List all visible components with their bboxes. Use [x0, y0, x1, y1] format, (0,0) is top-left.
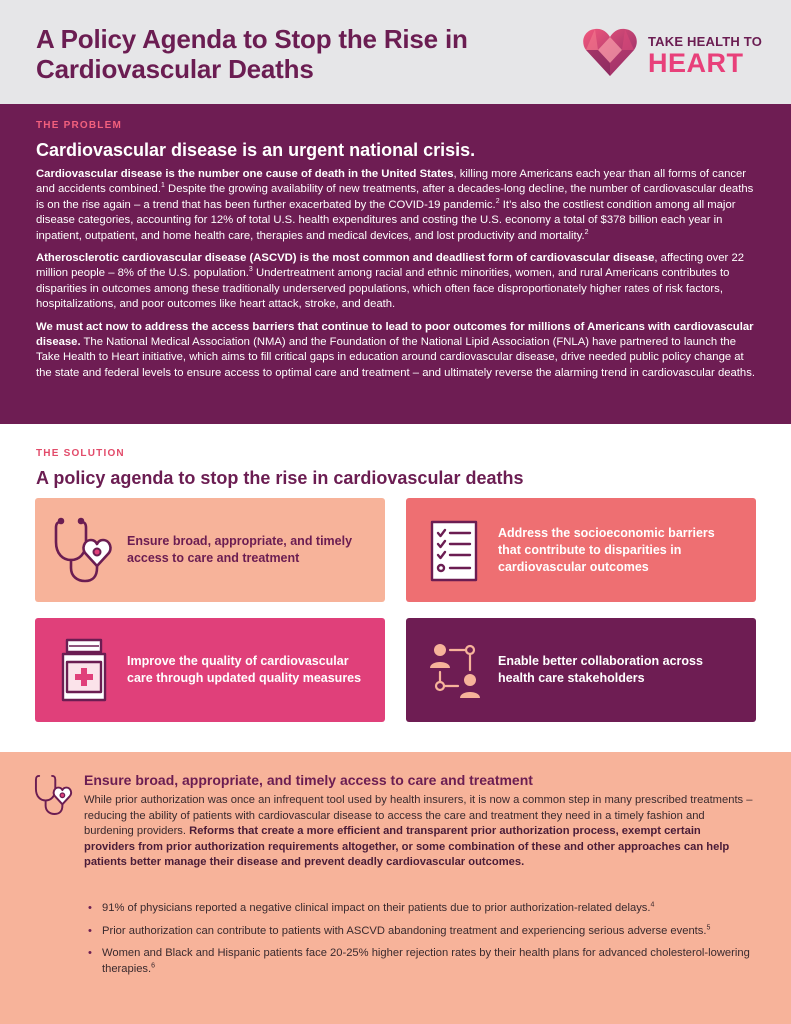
- problem-p1-text-c: It’s also the costliest condition among all major disease categories, accounting for 12% of total U.S. health expenditures and costing the U.S. economy a total of $378 billion each year in inpatient, outpatient, and home health care, therapies and medical devices, and lost productivity and mortality.: [36, 198, 736, 242]
- footnote-ref: 3: [248, 266, 253, 274]
- problem-p3-bold: We must act now to address the access barriers that continue to lead to poor outcomes for millions of Americans with cardiovascular disease.: [36, 320, 754, 349]
- solution-heading: A policy agenda to stop the rise in cardiovascular deaths: [36, 468, 524, 488]
- detail-bullet-list: [84, 901, 754, 984]
- problem-p2-bold: Atherosclerotic cardiovascular disease (ASCVD) is the most common and deadliest form of cardiovascular disease: [36, 252, 655, 265]
- bullet-text: Prior authorization can contribute to patients with ASCVD abandoning treatment and experiencing serious adverse events.: [102, 924, 707, 937]
- list-item: [84, 924, 754, 940]
- connected-people-icon: [424, 634, 486, 706]
- solution-card-text: Ensure broad, appropriate, and timely access to care and treatment: [127, 534, 353, 565]
- solution-card-quality: [35, 618, 385, 722]
- problem-eyebrow: THE PROBLEM: [36, 120, 122, 131]
- solution-card-access: [35, 498, 385, 602]
- stethoscope-heart-icon: [53, 514, 115, 586]
- header: [0, 0, 791, 104]
- solution-section: [0, 424, 791, 752]
- footnote-ref: 4: [650, 901, 655, 909]
- page-title: A Policy Agenda to Stop the Rise in Cardiovascular Deaths: [36, 24, 468, 84]
- footnote-ref: 2: [495, 198, 500, 206]
- solution-card-collaboration: [406, 618, 756, 722]
- medicine-bottle-icon: [53, 634, 115, 706]
- problem-paragraph-1: [36, 167, 755, 244]
- logo-tagline: TAKE HEALTH TO: [648, 34, 763, 49]
- checklist-icon: [424, 514, 486, 586]
- problem-p1-text-b: Despite the growing availability of new treatments, after a decades-long decline, the number of cardiovascular deaths is on the rise again – a trend that has been further exacerbated by the COVID-19 pandemic.: [36, 183, 754, 211]
- detail-paragraph: [84, 793, 754, 871]
- solution-card-text: Address the socioeconomic barriers that contribute to disparities in cardiovascular outcomes: [498, 525, 715, 574]
- footnote-ref: 6: [151, 962, 156, 970]
- problem-p2-text-a: , affecting over 22 million people – 8% of the U.S. population.: [36, 252, 745, 280]
- bullet-text: 91% of physicians reported a negative clinical impact on their patients due to prior authorization-related delays.: [102, 902, 651, 914]
- solution-eyebrow: THE SOLUTION: [36, 448, 125, 459]
- problem-p1-bold: Cardiovascular disease is the number one cause of death in the United States: [36, 168, 454, 180]
- access-detail-section: [0, 752, 791, 1024]
- detail-text: While prior authorization was once an infrequent tool used by health insurers, it is now a common step in many prescribed treatments – reducing the ability of patients with cardiovascular disease to access the care and treatment they need in a timely fashion and burdening providers.: [84, 794, 753, 838]
- solution-card-text: Enable better collaboration across health care stakeholders: [498, 654, 703, 685]
- detail-heading: Ensure broad, appropriate, and timely access to care and treatment: [84, 772, 533, 788]
- problem-p1-text-a: , killing more Americans each year than all forms of cancer and accidents combined.: [36, 168, 747, 196]
- heart-logo-icon: [582, 26, 638, 78]
- take-health-to-heart-logo: [582, 26, 762, 82]
- footnote-ref: 1: [160, 182, 165, 190]
- list-item: [84, 946, 754, 977]
- detail-text-bold: Reforms that create a more efficient and transparent prior authorization process, exempt certain providers from prior authorization requirements altogether, or some combination of these and other approaches can help patients better manage their disease and prevent deadly cardiovascular outcomes.: [84, 825, 730, 869]
- solution-card-text: Improve the quality of cardiovascular care through updated quality measures: [127, 654, 362, 685]
- problem-p3-text-a: The National Medical Association (NMA) and the Foundation of the National Lipid Association (FNLA) have partnered to launch the Take Health to Heart initiative, which aims to fill critical gaps in education around cardiovascular disease, drive needed public policy change at the state and federal levels to ensure access to optimal care and treatment – and ultimately reverse the alarming trend in cardiovascular deaths.: [36, 336, 755, 379]
- footnote-ref: 5: [706, 923, 711, 931]
- logo-wordmark: HEART: [648, 48, 744, 78]
- problem-section: [0, 104, 791, 424]
- list-item: [84, 901, 754, 917]
- footnote-ref: 2: [584, 228, 589, 236]
- solution-card-socioeconomic: [406, 498, 756, 602]
- problem-heading: Cardiovascular disease is an urgent national crisis.: [36, 140, 476, 160]
- stethoscope-heart-icon: [34, 768, 74, 820]
- bullet-text: Women and Black and Hispanic patients face 20-25% higher rejection rates by their health plans for advanced cholesterol-lowering therapies.: [102, 947, 750, 975]
- problem-paragraph-2: [36, 251, 755, 313]
- problem-p2-text-b: Undertreatment among racial and ethnic minorities, women, and rural Americans contributes to disparities in outcomes among these traditionally underserved populations, which often face disproportionately higher rates of risk factors, hospitalizations, and poor outcomes like heart attack, stroke, and death.: [36, 267, 730, 311]
- problem-paragraph-3: [36, 320, 755, 382]
